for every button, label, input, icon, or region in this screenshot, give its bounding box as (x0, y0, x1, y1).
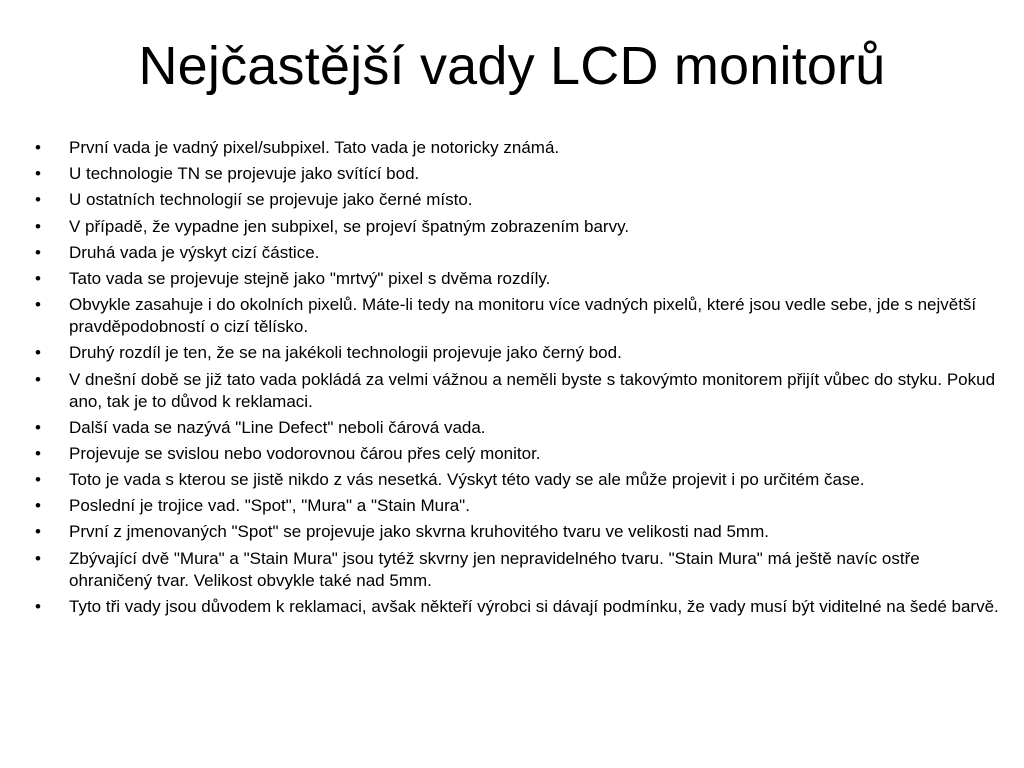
bullet-text: Druhý rozdíl je ten, že se na jakékoli technologii projevuje jako černý bod. (69, 343, 622, 363)
bullet-item (32, 137, 1000, 159)
bullet-text: Poslední je trojice vad. "Spot", "Mura" a "Stain Mura". (69, 496, 470, 516)
bullet-text: U ostatních technologií se projevuje jako černé místo. (69, 190, 473, 210)
bullet-item (32, 268, 1000, 290)
bullet-text: Druhá vada je výskyt cizí částice. (69, 242, 320, 262)
bullet-item (32, 163, 1000, 185)
bullet-item (32, 521, 1000, 543)
bullet-text: V případě, že vypadne jen subpixel, se projeví špatným zobrazením barvy. (69, 216, 630, 236)
bullet-item (32, 548, 1000, 592)
bullet-item (32, 443, 1000, 465)
bullet-marker: • (35, 443, 41, 463)
bullet-text: Toto je vada s kterou se jistě nikdo z vás nesetká. Výskyt této vady se ale může projevit i po určitém čase. (69, 470, 865, 490)
bullet-marker: • (35, 470, 41, 490)
bullet-marker: • (35, 343, 41, 363)
bullet-marker: • (35, 496, 41, 516)
bullet-marker: • (35, 548, 41, 568)
bullet-marker: • (35, 216, 41, 236)
bullet-text: Obvykle zasahuje i do okolních pixelů. Máte-li tedy na monitoru více vadných pixelů, které jsou vedle sebe, jde s největší pravděpodobností o cizí tělísko. (69, 295, 977, 337)
slide-title: Nejčastější vady LCD monitorů (138, 36, 886, 96)
bullet-text: Tato vada se projevuje stejně jako "mrtvý" pixel s dvěma rozdíly. (69, 268, 551, 288)
bullet-item (32, 469, 1000, 491)
bullet-marker: • (35, 596, 41, 616)
bullet-item (32, 216, 1000, 238)
bullet-item (32, 596, 1000, 618)
bullet-item (32, 369, 1000, 413)
bullet-marker: • (35, 268, 41, 288)
bullet-marker: • (35, 295, 41, 315)
bullet-item (32, 417, 1000, 439)
bullet-item (32, 294, 1000, 338)
bullet-marker: • (35, 417, 41, 437)
bullet-item (32, 242, 1000, 264)
bullet-text: Tyto tři vady jsou důvodem k reklamaci, avšak někteří výrobci si dávají podmínku, že vady musí být viditelné na šedé barvě. (69, 596, 999, 616)
bullet-marker: • (35, 164, 41, 184)
bullet-marker: • (35, 190, 41, 210)
bullet-item (32, 189, 1000, 211)
bullet-item (32, 495, 1000, 517)
bullet-marker: • (35, 369, 41, 389)
bullet-list (32, 137, 1000, 622)
bullet-text: První vada je vadný pixel/subpixel. Tato vada je notoricky známá. (69, 138, 560, 157)
bullet-text: Další vada se nazývá "Line Defect" neboli čárová vada. (69, 417, 486, 437)
bullet-marker: • (35, 522, 41, 542)
bullet-text: Projevuje se svislou nebo vodorovnou čárou přes celý monitor. (69, 443, 541, 463)
bullet-marker: • (35, 242, 41, 262)
bullet-text: V dnešní době se již tato vada pokládá za velmi vážnou a neměli byste s takovýmto monitorem přijít vůbec do styku. Pokud ano, tak je to důvod k reklamaci. (69, 369, 996, 411)
bullet-marker: • (35, 138, 41, 157)
bullet-text: Zbývající dvě "Mura" a "Stain Mura" jsou tytéž skvrny jen nepravidelného tvaru. "Stain Mura" má ještě navíc ostře ohraničený tvar. Velikost obvykle také nad 5mm. (69, 548, 920, 590)
bullet-item (32, 342, 1000, 364)
bullet-text: První z jmenovaných "Spot" se projevuje jako skvrna kruhovitého tvaru ve velikosti nad 5mm. (69, 522, 769, 542)
bullet-text: U technologie TN se projevuje jako svítící bod. (69, 164, 420, 184)
